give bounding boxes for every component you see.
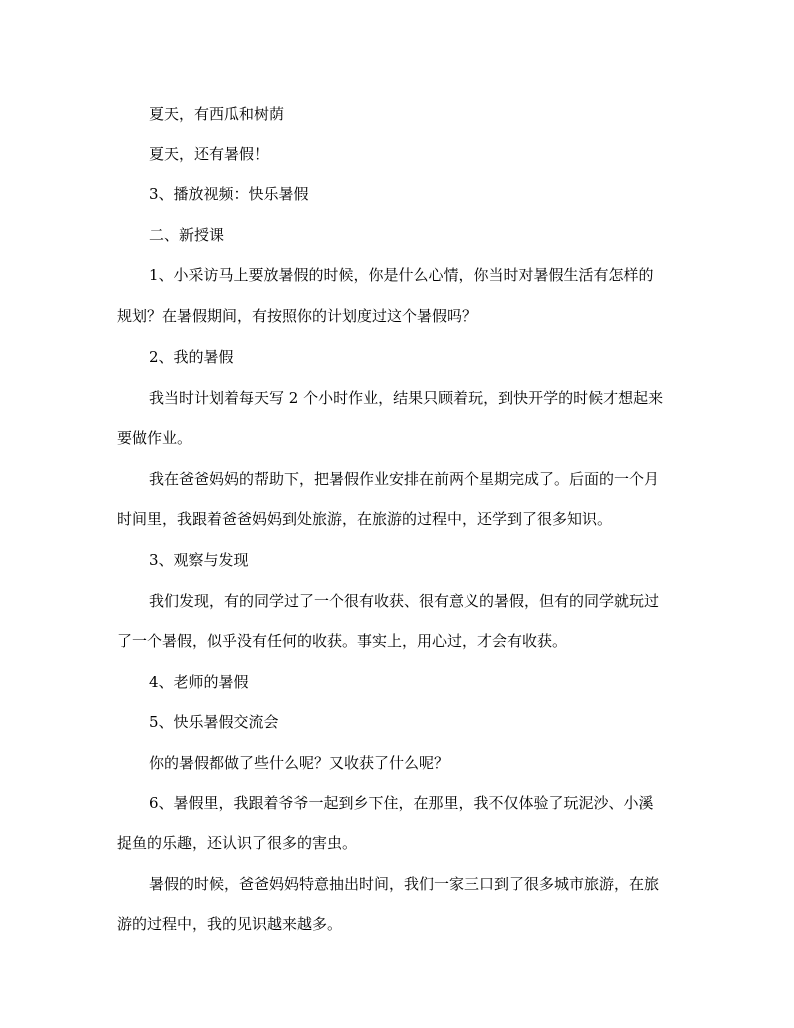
line-7: 2、我的暑假 — [149, 348, 234, 366]
line-16: 5、快乐暑假交流会 — [149, 713, 279, 731]
section-heading: 二、新授课 — [149, 226, 225, 244]
line-12: 3、观察与发现 — [149, 551, 249, 569]
line-15: 4、老师的暑假 — [149, 673, 249, 691]
line-20: 暑假的时候，爸爸妈妈特意抽出时间，我们一家三口到了很多城市旅游，在旅 — [149, 875, 660, 893]
line-17: 你的暑假都做了些什么呢？又收获了什么呢？ — [149, 754, 450, 772]
line-8: 我当时计划着每天写 2 个小时作业，结果只顾着玩，到快开学的时候才想起来 — [149, 389, 664, 407]
line-21: 游的过程中，我的见识越来越多。 — [117, 915, 343, 933]
line-19: 捉鱼的乐趣，还认识了很多的害虫。 — [117, 834, 358, 852]
line-13: 我们发现，有的同学过了一个很有收获、很有意义的暑假，但有的同学就玩过 — [149, 592, 660, 610]
line-9: 要做作业。 — [117, 429, 193, 447]
line-5: 1、小采访马上要放暑假的时候，你是什么心情，你当时对暑假生活有怎样的 — [149, 266, 654, 284]
line-14: 了一个暑假，似乎没有任何的收获。事实上，用心过，才会有收获。 — [117, 632, 568, 650]
line-3: 3、播放视频：快乐暑假 — [149, 185, 309, 203]
line-18: 6、暑假里，我跟着爷爷一起到乡下住，在那里，我不仅体验了玩泥沙、小溪 — [149, 794, 654, 812]
line-10: 我在爸爸妈妈的帮助下，把暑假作业安排在前两个星期完成了。后面的一个月 — [149, 470, 660, 488]
line-6: 规划？在暑假期间，有按照你的计划度过这个暑假吗？ — [117, 307, 478, 325]
line-2: 夏天，还有暑假！ — [149, 145, 270, 163]
line-11: 时间里，我跟着爸爸妈妈到处旅游，在旅游的过程中，还学到了很多知识。 — [117, 510, 613, 528]
line-1: 夏天，有西瓜和树荫 — [149, 105, 285, 123]
